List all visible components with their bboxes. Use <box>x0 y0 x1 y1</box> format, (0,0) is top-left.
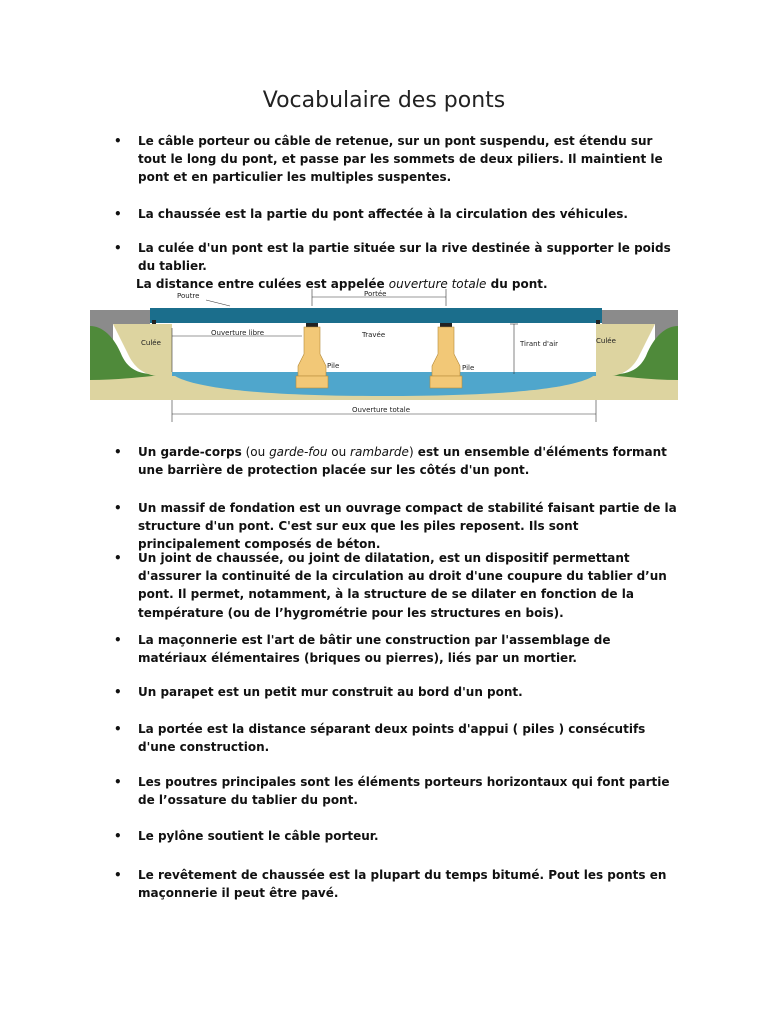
bullet: • <box>114 722 122 736</box>
list-item <box>114 720 683 756</box>
label-travee: Travée <box>362 331 386 339</box>
bullet: • <box>114 633 122 647</box>
label-culee-right: Culée <box>596 337 616 345</box>
list-item <box>114 631 683 667</box>
label-poutre: Poutre <box>177 292 200 300</box>
deck <box>150 308 602 323</box>
bullet: • <box>114 134 122 148</box>
label-pile-right: Pile <box>462 364 475 372</box>
label-pile-left: Pile <box>327 362 340 370</box>
item-text: Les poutres principales sont les éléments porteurs horizontaux qui font partie de l’ossature du tablier du pont. <box>138 775 670 808</box>
list-item <box>114 499 683 554</box>
bullet: • <box>114 551 122 565</box>
item-text: Un joint de chaussée, ou joint de dilatation, est un dispositif permettant d'assurer la continuité de la circulation au droit d'une coupure du tablier d’un pont. Il permet, notamment, à la structure de se dilater en fonction de la température (ou de l’hygrométrie pour les structures en bois). <box>138 551 667 620</box>
item-text: La portée est la distance séparant deux points d'appui ( piles ) consécutifs d'une construction. <box>138 722 646 755</box>
list-item <box>114 683 683 701</box>
item-text: La maçonnerie est l'art de bâtir une construction par l'assemblage de matériaux élémentaires (briques ou pierres), liés par un mortier. <box>138 633 611 666</box>
list-item <box>114 205 683 223</box>
label-ouverture-totale: Ouverture totale <box>352 406 411 414</box>
item-italic: ouverture totale <box>388 277 487 292</box>
list-item <box>114 866 683 902</box>
label-ouverture-libre: Ouverture libre <box>211 329 265 337</box>
bullet: • <box>114 445 122 459</box>
item-text: Un massif de fondation est un ouvrage compact de stabilité faisant partie de la structure d'un pont. C'est sur eux que les piles reposent. Ils sont principalement composés de béton. <box>138 501 677 552</box>
item-text: Le câble porteur ou câble de retenue, sur un pont suspendu, est étendu sur tout le long du pont, et passe par les sommets de deux piliers. Il maintient le pont et en particulier les multiples suspentes. <box>138 134 663 185</box>
bullet: • <box>114 501 122 515</box>
label-culee-left: Culée <box>141 339 161 347</box>
label-tirant-air: Tirant d'air <box>520 340 559 348</box>
page-title: Vocabulaire des ponts <box>262 88 506 113</box>
bullet: • <box>114 868 122 882</box>
list-item <box>114 132 683 187</box>
bullet: • <box>114 241 122 255</box>
list-item <box>114 773 683 809</box>
item-text: La culée d'un pont est la partie située sur la rive destinée à supporter le poids du tablier. <box>138 241 671 274</box>
list-item <box>114 549 683 622</box>
item-text: Le pylône soutient le câble porteur. <box>138 829 379 843</box>
pier-right <box>430 323 462 388</box>
bullet: • <box>114 829 122 843</box>
item-text: La chaussée est la partie du pont affectée à la circulation des véhicules. <box>138 207 628 221</box>
bridge-diagram <box>90 284 678 426</box>
list-item: • Un garde-corps (ou garde-fou ou rambarde) est un ensemble d'éléments formant une barrière de protection placée sur les côtés d'un pont. <box>114 445 667 478</box>
item-text: Un parapet est un petit mur construit au bord d'un pont. <box>138 685 523 699</box>
item-text: Un garde-corps <box>138 445 242 459</box>
pier-left <box>296 323 328 388</box>
bullet: • <box>114 775 122 789</box>
bullet: • <box>114 685 122 699</box>
bullet: • <box>114 207 122 221</box>
item-text: Le revêtement de chaussée est la plupart du temps bitumé. Pout les ponts en maçonnerie il peut être pavé. <box>138 868 667 901</box>
label-portee: Portée <box>364 290 387 298</box>
item-text: du pont. <box>486 277 548 292</box>
item-text: La distance entre culées est appelée <box>136 277 389 292</box>
list-item <box>114 827 683 845</box>
